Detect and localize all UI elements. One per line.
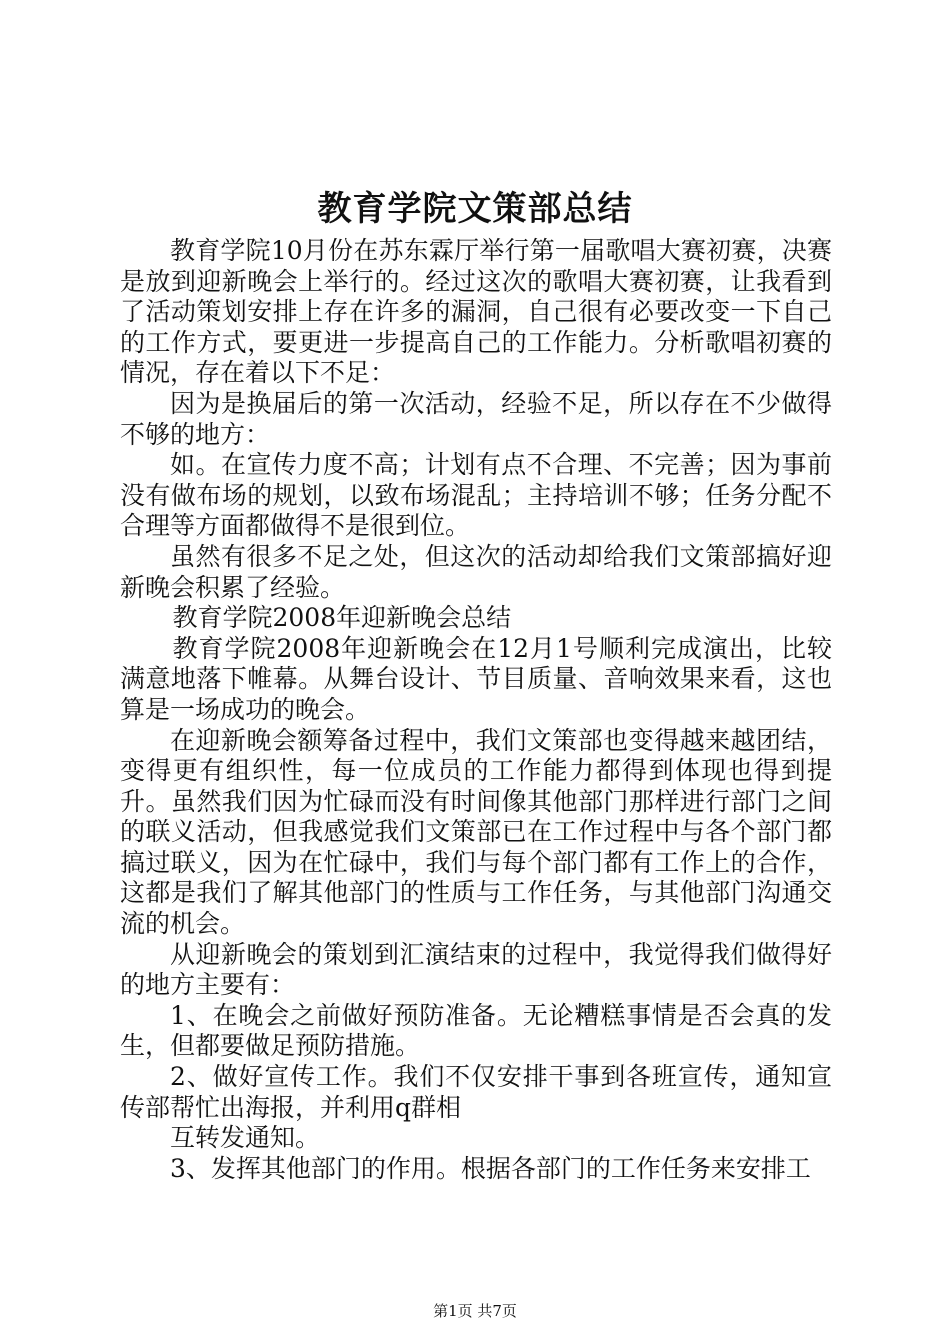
paragraph-preparation: 在迎新晚会额筹备过程中，我们文策部也变得越来越团结，变得更有组织性，每一位成员的工作能力都得到体现也得到提升。虽然我们因为忙碌而没有时间像其他部门那样进行部门之间的联义活动，但我感觉我们文策部已在工作过程中与各个部门都搞过联义，因为在忙碌中，我们与每个部门都有工作上的合作，这都是我们了解其他部门的性质与工作任务，与其他部门沟通交流的机会。 (120, 725, 832, 939)
paragraph-shortcomings: 如。在宣传力度不高；计划有点不合理、不完善；因为事前没有做布场的规划，以致布场混乱；主持培训不够；任务分配不合理等方面都做得不是很到位。 (120, 450, 832, 541)
paragraph-2008-overview: 教育学院2008年迎新晚会在12月1号顺利完成演出，比较满意地落下帷幕。从舞台设计、节目质量、音响效果来看，这也算是一场成功的晚会。 (120, 633, 832, 724)
paragraph-intro: 教育学院10月份在苏东霖厅举行第一届歌唱大赛初赛，决赛是放到迎新晚会上举行的。经过这次的歌唱大赛初赛，让我看到了活动策划安排上存在许多的漏洞，自己很有必要改变一下自己的工作方式，要更进一步提高自己的工作能力。分析歌唱初赛的情况，存在着以下不足： (120, 236, 832, 388)
list-item-2: 2、做好宣传工作。我们不仅安排干事到各班宣传，通知宣传部帮忙出海报，并利用q群相 (120, 1062, 832, 1122)
page-indicator: 第1页 共7页 (433, 1302, 517, 1320)
paragraph-reason: 因为是换届后的第一次活动，经验不足，所以存在不少做得不够的地方： (120, 388, 832, 449)
list-item-3: 3、发挥其他部门的作用。根据各部门的工作任务来安排工 (170, 1153, 811, 1183)
document-title: 教育学院文策部总结 (317, 189, 633, 229)
list-item-1: 1、在晚会之前做好预防准备。无论糟糕事情是否会真的发生，但都要做足预防措施。 (120, 1000, 832, 1061)
document-body (120, 236, 832, 1184)
paragraph-experience: 虽然有很多不足之处，但这次的活动却给我们文策部搞好迎新晚会积累了经验。 (120, 541, 832, 602)
list-item-2-continued: 互转发通知。 (170, 1123, 321, 1153)
section-heading-2008-summary: 教育学院2008年迎新晚会总结 (172, 603, 512, 633)
paragraph-strengths-intro: 从迎新晚会的策划到汇演结束的过程中，我觉得我们做得好的地方主要有： (120, 939, 832, 1000)
